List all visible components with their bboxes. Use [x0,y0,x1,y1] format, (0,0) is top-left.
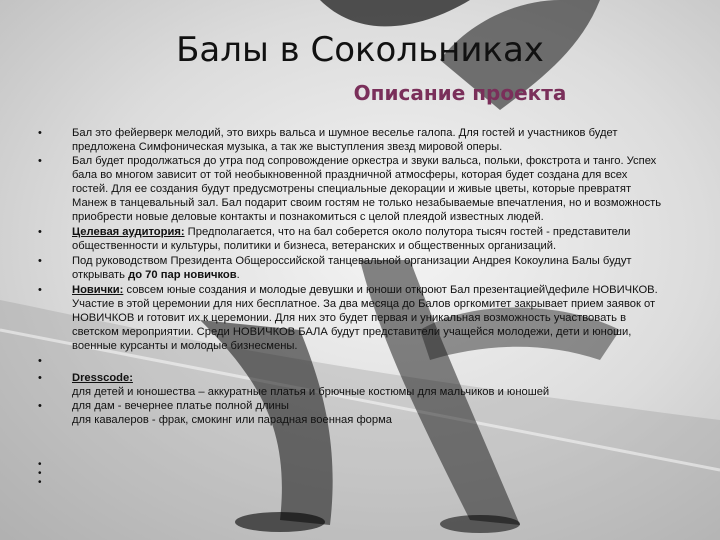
bullet-marker: • [38,226,42,238]
item-line2: для детей и юношества – аккуратные платья и брючные костюмы для мальчиков и юношей [72,386,550,398]
slide-subtitle: Описание проекта [353,81,567,105]
list-item [38,254,663,282]
list-item [38,399,663,427]
bullet-marker: • [38,355,42,367]
item-line2: для кавалеров - фрак, смокинг или парадная военная форма [72,414,393,426]
bullet-marker: • [38,400,42,412]
item-text: для дам - вечернее платье полной длины [72,400,289,412]
bullet-marker: • [38,155,42,167]
list-item [38,354,663,368]
bullet-marker: • [38,372,42,384]
item-text: совсем юные создания и молодые девушки и юноши откроют Бал презентацией\дефиле НОВИЧКОВ. Участие в этой церемонии для них бесплатное. За два месяца до Балов оргкомитет закрывает прием заявок от НОВИЧКОВ и готовит их к церемонии. Для них это будет первая и уникальная возможность участвовать в светском мероприятии. Среди НОВИЧКОВ БАЛА будут представители учащейся молодежи, дети и юноши, военные курсанты и молодые бизнесмены. [72,284,658,352]
slide-title: Балы в Сокольниках [176,30,544,70]
trailing-bullets [38,460,42,487]
item-label: Новички: [72,284,124,296]
list-item [38,371,663,399]
list-item [38,225,663,253]
list-item [38,154,663,224]
item-text: Предполагается, что на бал соберется около полутора тысяч гостей - представители общественности и культуры, политики и бизнеса, ветеранских и общественных организаций. [72,226,631,252]
item-after: . [236,269,240,281]
bullet-marker: • [38,284,42,296]
item-text: Бал будет продолжаться до утра под сопровождение оркестра и звуки вальса, польки, фокстрота и танго. Успех бала во многом зависит от той необыкновенной праздничной атмосферы, которая будет создана для всех гостей. Для ее создания будут предусмотрены специальные декорации и живые цветы, которые превратят Манеж в танцевальный зал. Бал подарит своим гостям не только незабываемые впечатления, но и возможность приобрести новые деловые контакты и познакомиться с целой плеядой известных людей. [72,155,662,223]
item-text: Бал это фейерверк мелодий, это вихрь вальса и шумное веселье галопа. Для гостей и участников будет предложена Симфоническая музыка, а так же выступления звезд мировой оперы. [72,127,618,153]
bullet-marker: • [38,477,42,488]
item-label: Dresscode: [72,372,133,384]
bullet-marker: • [38,468,42,479]
bullet-marker: • [38,255,42,267]
bullet-list [38,126,663,427]
item-bold: до 70 пар новичков [128,269,237,281]
bullet-marker: • [38,459,42,470]
item-label: Целевая аудитория: [72,226,185,238]
list-item [38,126,663,154]
item-text: Под руководством Президента Общероссийской танцевальной организации Андрея Кокоулина Балы будут открывать [72,255,632,281]
bullet-marker: • [38,127,42,139]
list-item [38,283,663,353]
